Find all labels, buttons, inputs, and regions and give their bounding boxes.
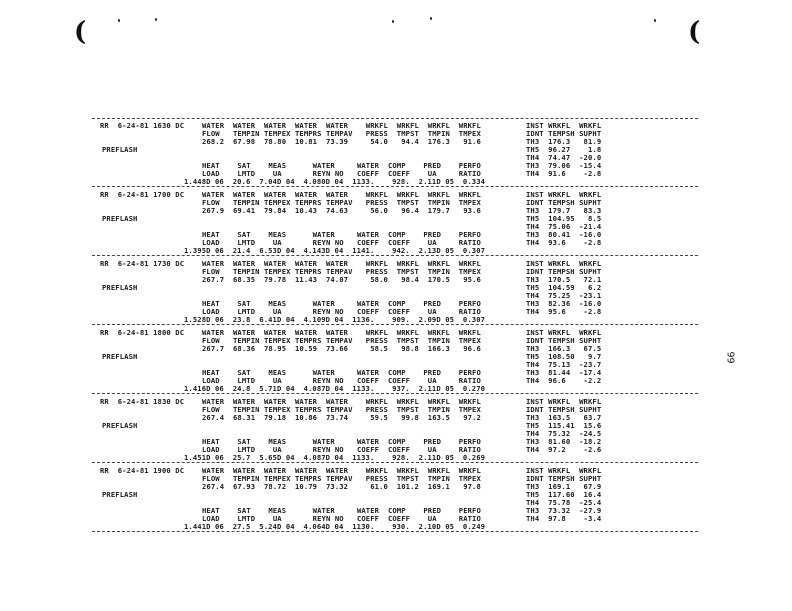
heat-columns-subheader: LOAD LMTD UA REYN NO COEFF COEFF UA RATIO: [202, 238, 481, 247]
heat-columns-subheader: LOAD LMTD UA REYN NO COEFF COEFF UA RATIO: [202, 445, 481, 454]
record-status: PREFLASH: [102, 421, 138, 430]
separator-line: [92, 186, 698, 187]
record-header: RR 6-24-81 1630 DC: [100, 121, 185, 130]
separator-line: [92, 462, 698, 463]
inst-row: TH5 104.95 8.5: [526, 214, 602, 223]
inst-row: TH3 179.7 83.3: [526, 206, 602, 215]
data-record: [92, 189, 698, 255]
heat-columns-header: HEAT SAT MEAS WATER WATER COMP PRED PERFO: [202, 161, 481, 170]
inst-subheader: IDNT TEMPSH SUPHT: [526, 129, 602, 138]
inst-row: TH3 80.41 -16.0: [526, 230, 602, 239]
inst-header: INST WRKFL WRKFL: [526, 121, 602, 130]
water-columns-values: 267.4 67.93 78.72 10.79 73.32 61.0 101.2 169.1 97.8: [202, 482, 481, 491]
water-columns-values: 267.7 68.36 78.95 10.59 73.66 58.5 98.8 166.3 96.6: [202, 344, 481, 353]
inst-row: TH4 75.32 -24.5: [526, 429, 602, 438]
heat-columns-subheader: LOAD LMTD UA REYN NO COEFF COEFF UA RATIO: [202, 169, 481, 178]
record-status: PREFLASH: [102, 490, 138, 499]
inst-row: TH4 91.6 -2.8: [526, 169, 602, 178]
water-columns-subheader: FLOW TEMPIN TEMPEX TEMPRS TEMPAV PRESS TMPST TMPIN TMPEX: [202, 336, 481, 345]
binder-hole-right: (: [688, 17, 701, 47]
data-record: [92, 465, 698, 531]
inst-row: TH4 97.2 -2.6: [526, 445, 602, 454]
water-columns-values: 267.4 68.31 79.18 10.86 73.74 59.5 99.8 163.5 97.2: [202, 413, 481, 422]
water-columns-values: 267.9 69.41 79.84 10.43 74.63 56.0 96.4 179.7 93.6: [202, 206, 481, 215]
record-header: RR 6-24-81 1900 DC: [100, 466, 185, 475]
record-status: PREFLASH: [102, 283, 138, 292]
record-status: PREFLASH: [102, 145, 138, 154]
page-number: 99: [724, 351, 736, 364]
heat-columns-subheader: LOAD LMTD UA REYN NO COEFF COEFF UA RATIO: [202, 376, 481, 385]
water-columns-values: 267.7 68.35 79.78 11.43 74.07 58.0 98.4 170.5 95.6: [202, 275, 481, 284]
record-header: RR 6-24-81 1700 DC: [100, 190, 185, 199]
inst-row: TH4 93.6 -2.8: [526, 238, 602, 247]
water-columns-header: WATER WATER WATER WATER WATER WRKFL WRKFL WRKFL WRKFL: [202, 190, 481, 199]
water-columns-header: WATER WATER WATER WATER WATER WRKFL WRKFL WRKFL WRKFL: [202, 121, 481, 130]
record-header: RR 6-24-81 1800 DC: [100, 328, 185, 337]
data-record: [92, 120, 698, 186]
inst-row: TH4 75.25 -23.1: [526, 291, 602, 300]
inst-row: TH5 115.41 15.6: [526, 421, 602, 430]
binder-hole-left: (: [74, 17, 87, 47]
inst-row: TH3 73.32 -27.9: [526, 506, 602, 515]
heat-columns-header: HEAT SAT MEAS WATER WATER COMP PRED PERFO: [202, 437, 481, 446]
water-columns-header: WATER WATER WATER WATER WATER WRKFL WRKFL WRKFL WRKFL: [202, 259, 481, 268]
inst-row: TH4 75.06 -21.4: [526, 222, 602, 231]
inst-subheader: IDNT TEMPSH SUPHT: [526, 405, 602, 414]
inst-row: TH4 95.6 -2.8: [526, 307, 602, 316]
water-columns-header: WATER WATER WATER WATER WATER WRKFL WRKFL WRKFL WRKFL: [202, 397, 481, 406]
record-header: RR 6-24-81 1830 DC: [100, 397, 185, 406]
inst-subheader: IDNT TEMPSH SUPHT: [526, 198, 602, 207]
heat-columns-subheader: LOAD LMTD UA REYN NO COEFF COEFF UA RATIO: [202, 514, 481, 523]
separator-line: [92, 324, 698, 325]
inst-subheader: IDNT TEMPSH SUPHT: [526, 336, 602, 345]
inst-header: INST WRKFL WRKFL: [526, 190, 602, 199]
heat-columns-values: 1.441D 06 27.5 5.24D 04 4.064D 04 1130. 930. 2.10D 05 0.249: [184, 522, 486, 531]
heat-columns-header: HEAT SAT MEAS WATER WATER COMP PRED PERFO: [202, 299, 481, 308]
data-record: [92, 396, 698, 462]
inst-row: TH3 169.1 67.9: [526, 482, 602, 491]
inst-row: TH3 82.36 -16.0: [526, 299, 602, 308]
water-columns-header: WATER WATER WATER WATER WATER WRKFL WRKFL WRKFL WRKFL: [202, 466, 481, 475]
inst-subheader: IDNT TEMPSH SUPHT: [526, 267, 602, 276]
inst-row: TH3 81.44 -17.4: [526, 368, 602, 377]
inst-row: TH3 81.60 -18.2: [526, 437, 602, 446]
inst-row: TH4 96.6 -2.2: [526, 376, 602, 385]
inst-row: TH3 163.5 63.7: [526, 413, 602, 422]
inst-header: INST WRKFL WRKFL: [526, 328, 602, 337]
separator-line: [92, 531, 698, 532]
data-record: [92, 258, 698, 324]
heat-columns-header: HEAT SAT MEAS WATER WATER COMP PRED PERFO: [202, 368, 481, 377]
inst-row: TH3 176.3 81.9: [526, 137, 602, 146]
inst-header: INST WRKFL WRKFL: [526, 397, 602, 406]
inst-row: TH3 170.5 72.1: [526, 275, 602, 284]
heat-columns-values: 1.395D 06 21.4 6.53D 04 4.143D 04 1141. 942. 2.13D 05 0.307: [184, 246, 486, 255]
inst-header: INST WRKFL WRKFL: [526, 466, 602, 475]
record-header: RR 6-24-81 1730 DC: [100, 259, 185, 268]
water-columns-subheader: FLOW TEMPIN TEMPEX TEMPRS TEMPAV PRESS TMPST TMPIN TMPEX: [202, 198, 481, 207]
speck-mark: [155, 18, 157, 21]
inst-row: TH5 104.59 6.2: [526, 283, 602, 292]
speck-mark: [654, 19, 656, 22]
heat-columns-values: 1.448D 06 20.6 7.04D 04 4.080D 04 1133. 928. 2.11D 05 0.334: [184, 177, 486, 186]
inst-row: TH4 75.78 -25.4: [526, 498, 602, 507]
water-columns-values: 268.2 67.98 78.80 10.81 73.39 54.0 94.4 176.3 91.6: [202, 137, 481, 146]
inst-row: TH4 75.13 -23.7: [526, 360, 602, 369]
inst-row: TH3 166.3 67.5: [526, 344, 602, 353]
record-status: PREFLASH: [102, 214, 138, 223]
heat-columns-values: 1.416D 06 24.8 5.71D 04 4.087D 04 1133. 937. 2.11D 05 0.270: [184, 384, 486, 393]
inst-row: TH3 79.06 -15.4: [526, 161, 602, 170]
inst-row: TH4 74.47 -20.0: [526, 153, 602, 162]
separator-line: [92, 255, 698, 256]
heat-columns-values: 1.451D 06 25.7 5.65D 04 4.087D 04 1133. 928. 2.11D 05 0.269: [184, 453, 486, 462]
inst-header: INST WRKFL WRKFL: [526, 259, 602, 268]
water-columns-subheader: FLOW TEMPIN TEMPEX TEMPRS TEMPAV PRESS TMPST TMPIN TMPEX: [202, 129, 481, 138]
heat-columns-header: HEAT SAT MEAS WATER WATER COMP PRED PERFO: [202, 230, 481, 239]
heat-columns-header: HEAT SAT MEAS WATER WATER COMP PRED PERFO: [202, 506, 481, 515]
separator-line: [92, 393, 698, 394]
record-status: PREFLASH: [102, 352, 138, 361]
speck-mark: [430, 17, 432, 20]
heat-columns-subheader: LOAD LMTD UA REYN NO COEFF COEFF UA RATIO: [202, 307, 481, 316]
separator-line: [92, 118, 698, 119]
water-columns-subheader: FLOW TEMPIN TEMPEX TEMPRS TEMPAV PRESS TMPST TMPIN TMPEX: [202, 405, 481, 414]
data-record: [92, 327, 698, 393]
water-columns-subheader: FLOW TEMPIN TEMPEX TEMPRS TEMPAV PRESS TMPST TMPIN TMPEX: [202, 474, 481, 483]
inst-row: TH5 117.60 16.4: [526, 490, 602, 499]
inst-subheader: IDNT TEMPSH SUPHT: [526, 474, 602, 483]
inst-row: TH5 96.27 1.8: [526, 145, 602, 154]
water-columns-header: WATER WATER WATER WATER WATER WRKFL WRKFL WRKFL WRKFL: [202, 328, 481, 337]
inst-row: TH5 108.50 9.7: [526, 352, 602, 361]
inst-row: TH4 97.8 -3.4: [526, 514, 602, 523]
speck-mark: [118, 19, 120, 22]
water-columns-subheader: FLOW TEMPIN TEMPEX TEMPRS TEMPAV PRESS TMPST TMPIN TMPEX: [202, 267, 481, 276]
speck-mark: [392, 20, 394, 23]
heat-columns-values: 1.528D 06 23.8 6.41D 04 4.109D 04 1136. 909. 2.09D 05 0.307: [184, 315, 486, 324]
